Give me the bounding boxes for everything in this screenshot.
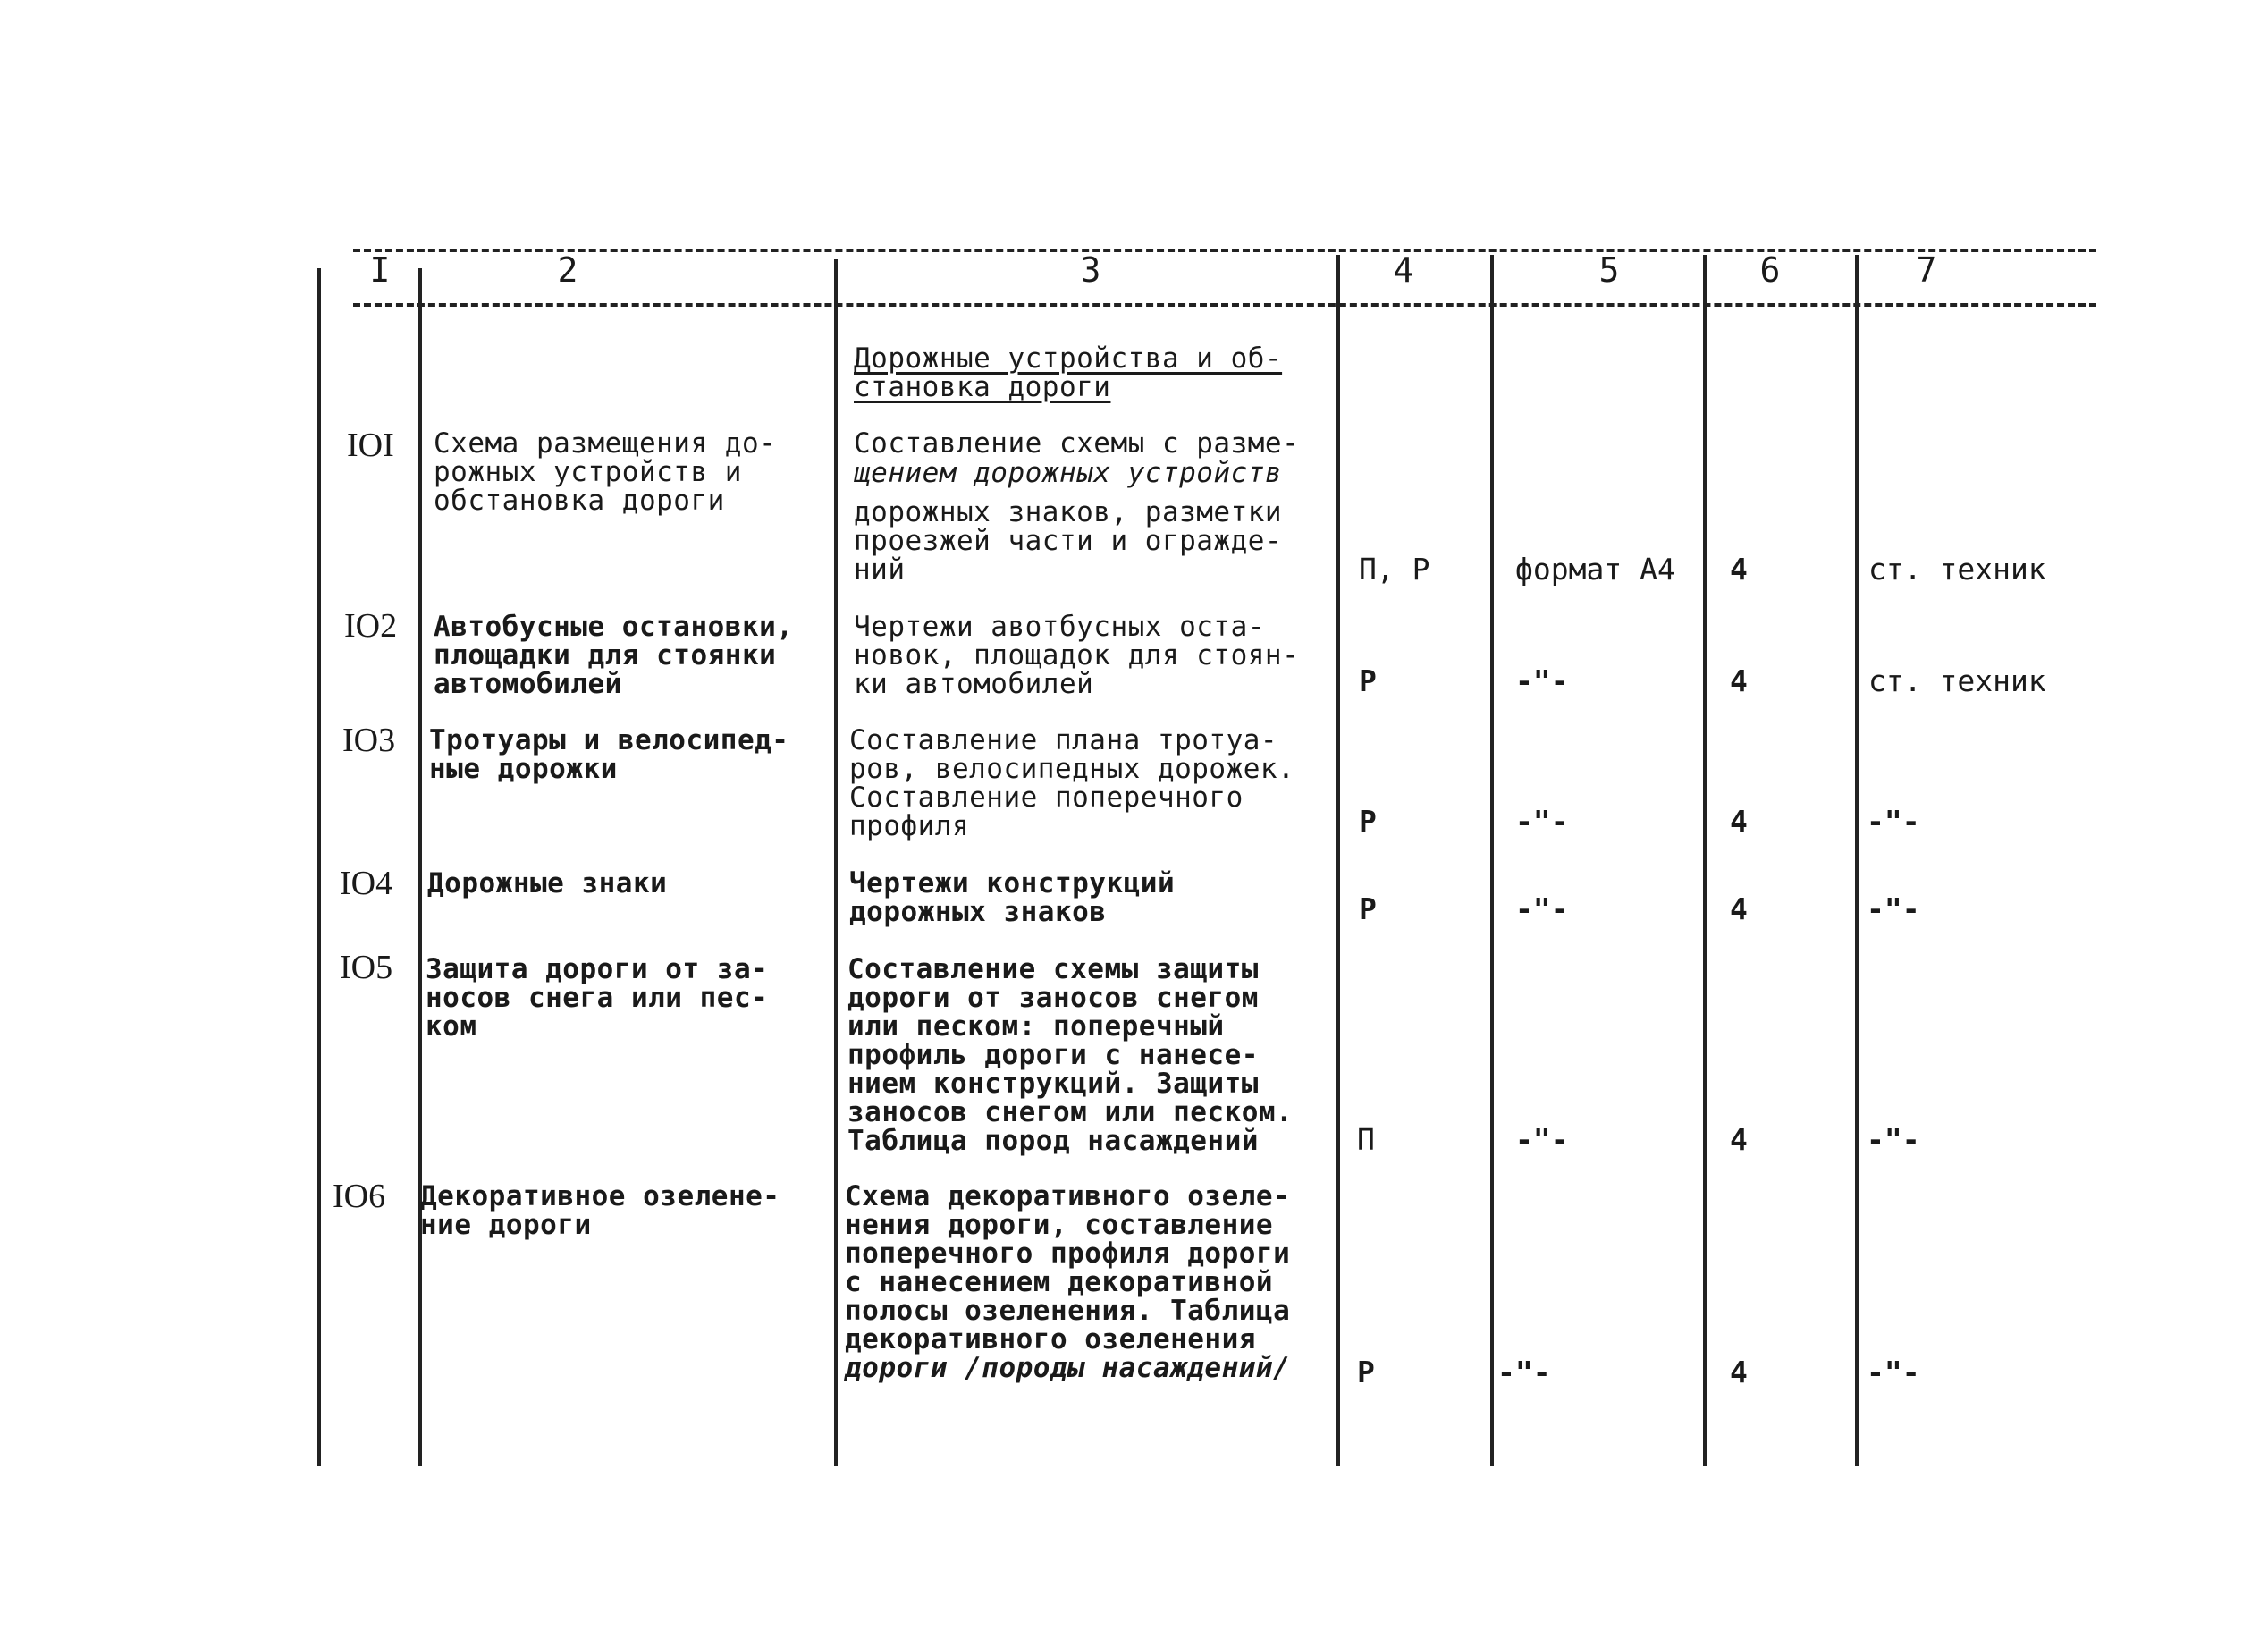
row-name: Защита дороги от за- носов снега или пес- ком xyxy=(426,953,769,1043)
header-col-7: 7 xyxy=(1916,250,1937,290)
row-col4: Р xyxy=(1357,1355,1375,1389)
row-description: Составление плана тротуа- ров, велосипедных дорожек. Составление поперечного профиля xyxy=(849,724,1295,842)
row-col5: -"- xyxy=(1515,663,1569,698)
row-col6: 4 xyxy=(1730,1355,1748,1389)
row-name: Автобусные остановки, площадки для стоянки автомобилей xyxy=(434,611,794,700)
row-col4: П, Р xyxy=(1359,552,1430,587)
row-col6: 4 xyxy=(1730,804,1748,839)
row-number: IO4 xyxy=(340,865,393,902)
row-description: дороги /породы насаждений/ xyxy=(845,1352,1291,1384)
row-description: Чертежи авотбусных оста- новок, площадок для стоян- ки автомобилей xyxy=(854,611,1300,700)
row-number: IO2 xyxy=(344,607,398,645)
row-col6: 4 xyxy=(1730,1122,1748,1157)
col-rule-6 xyxy=(1855,255,1859,1466)
row-number: IO6 xyxy=(333,1178,386,1215)
col-rule-left xyxy=(317,268,321,1466)
section-title: Дорожные устройства и об- становка дороги xyxy=(854,342,1283,403)
header-col-1: I xyxy=(369,250,391,290)
header-col-5: 5 xyxy=(1598,250,1620,290)
header-col-2: 2 xyxy=(557,250,578,290)
row-description: Составление схемы с разме- xyxy=(854,427,1300,460)
col-rule-2 xyxy=(834,259,838,1466)
row-col5: -"- xyxy=(1515,1122,1569,1157)
row-col5: -"- xyxy=(1497,1355,1551,1389)
header-col-6: 6 xyxy=(1759,250,1781,290)
row-number: IOI xyxy=(347,427,394,464)
row-number: IO3 xyxy=(342,722,396,759)
row-col7: -"- xyxy=(1867,891,1920,926)
row-col7: -"- xyxy=(1867,1122,1920,1157)
row-col4: Р xyxy=(1359,891,1377,926)
row-name: Декоративное озелене- ние дороги xyxy=(420,1180,780,1241)
header-col-4: 4 xyxy=(1393,250,1414,290)
row-col6: 4 xyxy=(1730,663,1748,698)
row-col4: Р xyxy=(1359,804,1377,839)
row-description: Чертежи конструкций дорожных знаков xyxy=(849,867,1176,928)
row-description: щением дорожных устройств xyxy=(854,457,1283,489)
row-col7: ст. техник xyxy=(1868,663,2046,698)
row-col7: -"- xyxy=(1867,1355,1920,1389)
row-col7: ст. техник xyxy=(1868,552,2046,587)
row-col5: -"- xyxy=(1515,891,1569,926)
row-name: Дорожные знаки xyxy=(427,867,668,899)
row-name: Тротуары и велосипед- ные дорожки xyxy=(429,724,789,785)
row-col4: Р xyxy=(1359,663,1377,698)
header-col-3: 3 xyxy=(1080,250,1101,290)
row-col4: П xyxy=(1357,1122,1375,1157)
col-rule-4 xyxy=(1490,255,1494,1466)
row-description: дорожных знаков, разметки проезжей части и огражде- ний xyxy=(854,496,1283,586)
col-rule-1 xyxy=(418,268,422,1466)
row-col7: -"- xyxy=(1867,804,1920,839)
row-col6: 4 xyxy=(1730,891,1748,926)
row-number: IO5 xyxy=(340,949,393,986)
header-top-rule xyxy=(353,249,2096,252)
row-name: Схема размещения до- рожных устройств и обстановка дороги xyxy=(434,427,777,517)
row-col5: -"- xyxy=(1515,804,1569,839)
row-description: Схема декоративного озеле- нения дороги, составление поперечного профиля дороги с нанесением декоративной полосы озеленения. Таблица декоративного озеленения xyxy=(845,1180,1291,1356)
header-bottom-rule xyxy=(353,303,2096,307)
row-col6: 4 xyxy=(1730,552,1748,587)
col-rule-3 xyxy=(1336,255,1340,1466)
row-description: Составление схемы защиты дороги от заносов снегом или песком: поперечный профиль дороги с нанесе- нием конструкций. Защиты заносов снегом или песком. Таблица пород насаждений xyxy=(847,953,1294,1157)
row-col5: формат А4 xyxy=(1515,552,1675,587)
col-rule-5 xyxy=(1703,255,1707,1466)
